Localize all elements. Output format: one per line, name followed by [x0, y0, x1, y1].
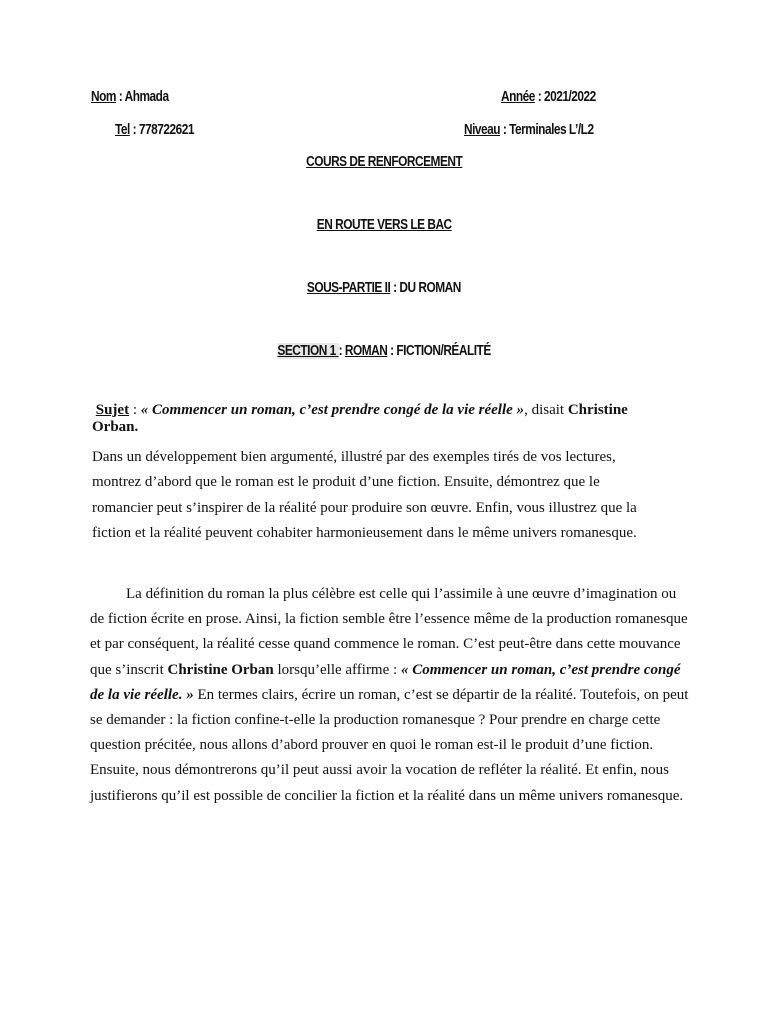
tel-label: Tel	[115, 122, 130, 138]
niveau-line	[464, 122, 594, 138]
subject-author: Christine Orban.	[92, 402, 628, 435]
niveau-value: Terminales L’/L2	[509, 122, 594, 138]
souspartie-title	[0, 280, 768, 296]
annee-value: 2021/2022	[543, 89, 596, 105]
souspartie-rest: : DU ROMAN	[390, 280, 461, 296]
subject-separator: :	[129, 402, 141, 418]
subject-label: Sujet	[95, 402, 130, 418]
section-roman: ROMAN	[344, 343, 388, 359]
nom-line	[91, 89, 169, 105]
annee-line	[501, 89, 596, 105]
section-title	[0, 343, 768, 359]
nom-separator: :	[115, 89, 125, 105]
consigne-paragraph: Dans un développement bien argumenté, illustré par des exemples tirés de vos lectures, montrez d’abord que le roman est le produit d’une fiction. Ensuite, démontrez que le romancier peut s’inspirer de la réalité pour produire son œuvre. Enfin, vous illustrez que la fiction et la réalité peuvent cohabiter harmonieusement dans le même univers romanesque.	[92, 449, 637, 541]
course-title	[0, 154, 768, 170]
intro-part3: En termes clairs, écrire un roman, c’est se départir de la réalité. Toutefois, on peut se demander : la fiction confine-t-elle la production romanesque ? Pour prendre en charge cette question précitée, nous allons d’abord prouver en quoi le roman est-il le produit d’une fiction. Ensuite, nous démontrerons qu’il peut aussi avoir la vocation de refléter la réalité. Et enfin, nous justifierons qu’il est possible de concilier la fiction et la réalité dans un même univers romanesque.	[90, 686, 689, 804]
introduction-paragraph	[90, 582, 690, 809]
intro-part1: La définition du roman la plus célèbre est celle qui l’assimile à une œuvre d’imagination ou de fiction écrite en prose. Ainsi, la fiction semble être l’essence même de la production romanesque et par conséquent, la réalité cesse quand commence le roman. C’est peut-être dans cette mouvance que s’inscrit	[90, 586, 688, 678]
tel-value: 778722621	[138, 122, 195, 138]
annee-label: Année	[501, 89, 535, 105]
subject-disait: , disait	[524, 402, 568, 418]
nom-value: Ahmada	[124, 89, 169, 105]
section-label: SECTION 1	[277, 343, 339, 359]
tel-separator: :	[129, 122, 139, 138]
intro-quote: « Commencer un roman, c’est prendre congé de la vie réelle. »	[90, 661, 681, 703]
niveau-separator: :	[500, 122, 510, 138]
route-title	[0, 217, 768, 233]
subject-quote: « Commencer un roman, c’est prendre congé de la vie réelle »	[140, 402, 525, 418]
nom-label: Nom	[91, 89, 116, 105]
intro-author: Christine Orban	[167, 661, 274, 678]
route-title-text: EN ROUTE VERS LE BAC	[316, 217, 452, 233]
intro-part2: lorsqu’elle affirme :	[273, 661, 401, 678]
section-separator: :	[338, 343, 345, 359]
course-title-text: COURS DE RENFORCEMENT	[305, 154, 463, 170]
subject-paragraph	[92, 402, 652, 436]
section-rest: : FICTION/RÉALITÉ	[387, 343, 491, 359]
tel-line	[115, 122, 194, 138]
souspartie-label: SOUS-PARTIE II	[307, 280, 391, 296]
annee-separator: :	[534, 89, 544, 105]
niveau-label: Niveau	[464, 122, 501, 138]
